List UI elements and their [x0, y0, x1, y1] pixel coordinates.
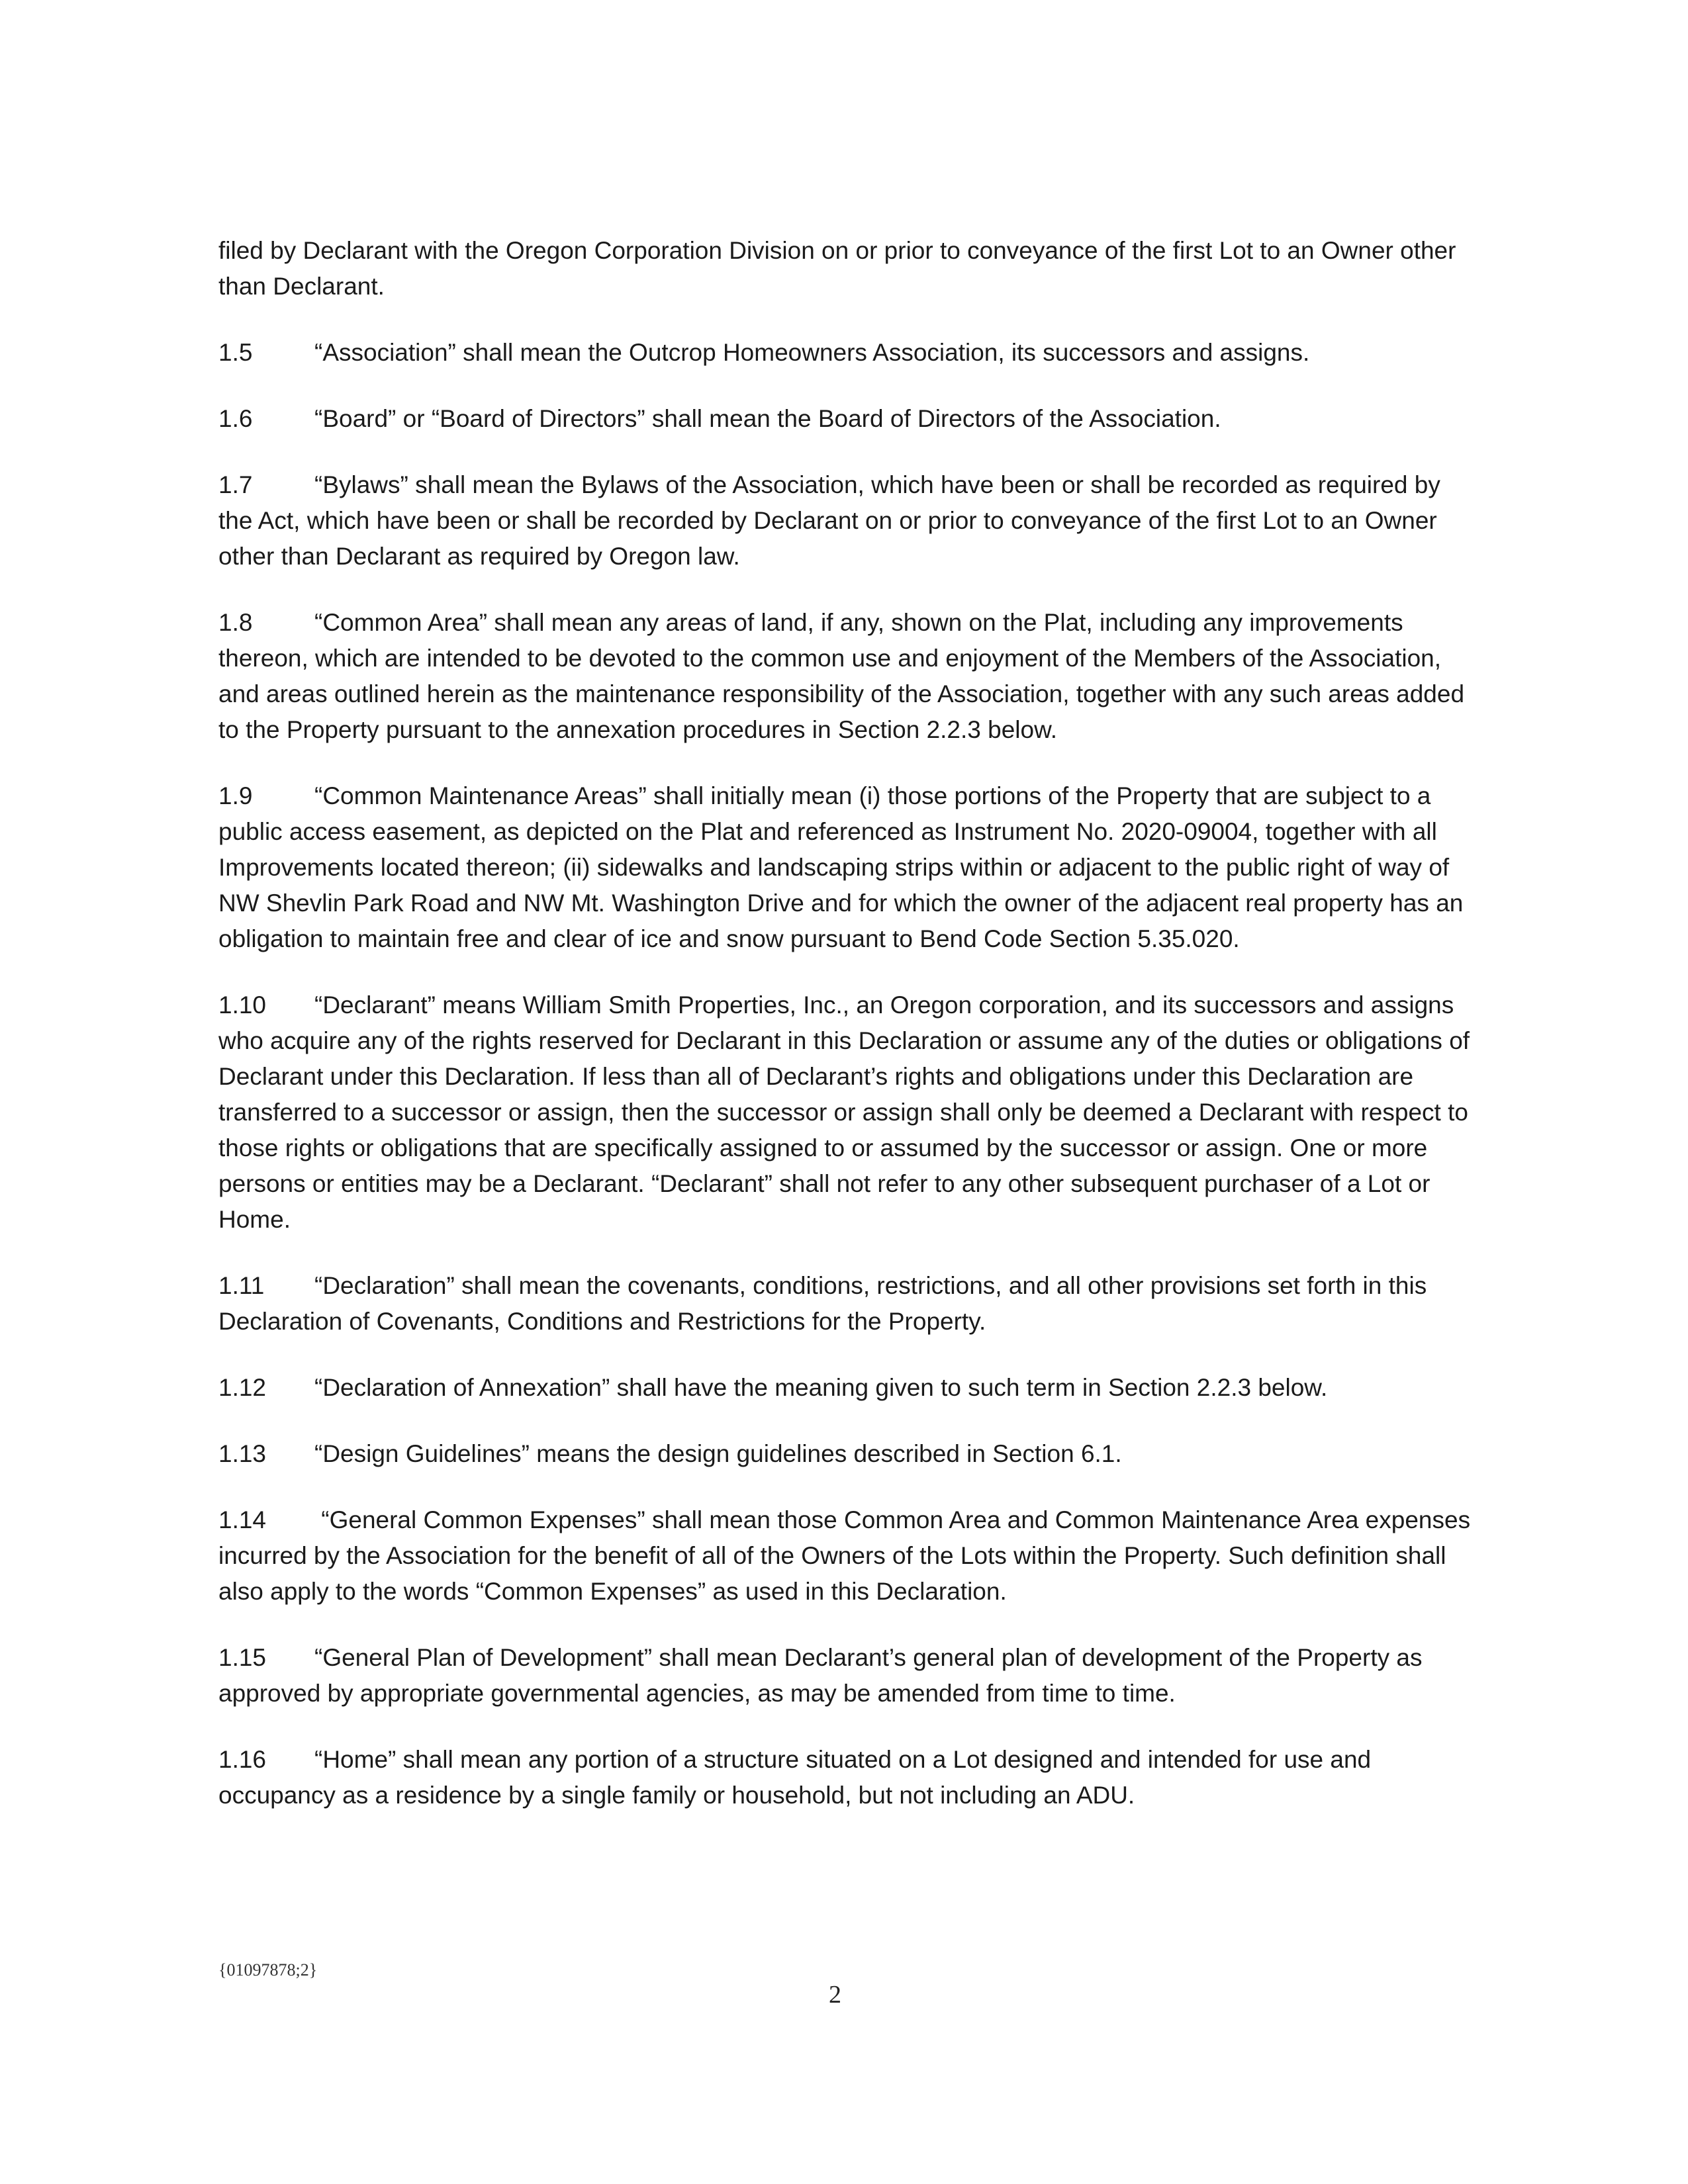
page-number: 2 [829, 1981, 841, 2009]
section-1-16 [218, 1742, 1476, 1813]
section-number: 1.7 [218, 471, 253, 498]
section-1-5 [218, 335, 1476, 371]
section-text: “Bylaws” shall mean the Bylaws of the Association, which have been or shall be recorded as required by the Act, which have been or shall be recorded by Declarant on or prior to conveyance of the first Lot to an Owner other than Declarant as required by Oregon law. [218, 471, 1440, 570]
section-text: “Declaration of Annexation” shall have the meaning given to such term in Section 2.2.3 below. [314, 1374, 1328, 1401]
section-1-7 [218, 467, 1476, 574]
section-1-10 [218, 987, 1476, 1238]
section-1-15 [218, 1640, 1476, 1711]
section-number: 1.12 [218, 1374, 267, 1401]
section-1-8 [218, 605, 1476, 748]
section-1-12 [218, 1370, 1476, 1406]
section-number: 1.9 [218, 782, 253, 809]
section-text: “Association” shall mean the Outcrop Homeowners Association, its successors and assigns. [314, 339, 1310, 366]
section-number: 1.13 [218, 1440, 267, 1467]
section-number: 1.5 [218, 339, 253, 366]
section-text: “Declaration” shall mean the covenants, conditions, restrictions, and all other provisions set forth in this Declaration of Covenants, Conditions and Restrictions for the Property. [218, 1272, 1427, 1335]
section-text: “Common Maintenance Areas” shall initially mean (i) those portions of the Property that are subject to a public access easement, as depicted on the Plat and referenced as Instrument No. 2020-09004, together with all Improvements located thereon; (ii) sidewalks and landscaping strips within or adjacent to the public right of way of NW Shevlin Park Road and NW Mt. Washington Drive and for which the owner of the adjacent real property has an obligation to maintain free and clear of ice and snow pursuant to Bend Code Section 5.35.020. [218, 782, 1464, 952]
section-number: 1.15 [218, 1644, 267, 1671]
section-number: 1.10 [218, 991, 267, 1019]
section-number: 1.16 [218, 1746, 267, 1773]
section-number: 1.14 [218, 1506, 267, 1533]
section-text: “General Common Expenses” shall mean those Common Area and Common Maintenance Area expenses incurred by the Association for the benefit of all of the Owners of the Lots within the Property. Such definition shall also apply to the words “Common Expenses” as used in this Declaration. [218, 1506, 1471, 1605]
section-1-11 [218, 1268, 1476, 1340]
document-body [218, 233, 1476, 1844]
section-1-9 [218, 778, 1476, 957]
section-text: “General Plan of Development” shall mean Declarant’s general plan of development of the Property as approved by appropriate governmental agencies, as may be amended from time to time. [218, 1644, 1423, 1707]
section-1-14 [218, 1502, 1476, 1610]
document-id: {01097878;2} [218, 1960, 318, 1979]
section-text: “Common Area” shall mean any areas of land, if any, shown on the Plat, including any improvements thereon, which are intended to be devoted to the common use and enjoyment of the Members of the Association, and areas outlined herein as the maintenance responsibility of the Association, together with any such areas added to the Property pursuant to the annexation procedures in Section 2.2.3 below. [218, 609, 1465, 743]
continuation-paragraph: filed by Declarant with the Oregon Corporation Division on or prior to conveyance of the first Lot to an Owner other than Declarant. [218, 237, 1456, 300]
section-number: 1.6 [218, 405, 253, 432]
section-text: “Home” shall mean any portion of a structure situated on a Lot designed and intended for use and occupancy as a residence by a single family or household, but not including an ADU. [218, 1746, 1372, 1809]
section-text: “Design Guidelines” means the design guidelines described in Section 6.1. [314, 1440, 1122, 1467]
section-text: “Board” or “Board of Directors” shall mean the Board of Directors of the Association. [314, 405, 1221, 432]
section-number: 1.8 [218, 609, 253, 636]
section-text: “Declarant” means William Smith Properties, Inc., an Oregon corporation, and its successors and assigns who acquire any of the rights reserved for Declarant in this Declaration or assume any of the duties or obligations of Declarant under this Declaration. If less than all of Declarant’s rights and obligations under this Declaration are transferred to a successor or assign, then the successor or assign shall only be deemed a Declarant with respect to those rights or obligations that are specifically assigned to or assumed by the successor or assign. One or more persons or entities may be a Declarant. “Declarant” shall not refer to any other subsequent purchaser of a Lot or Home. [218, 991, 1470, 1233]
section-number: 1.11 [218, 1272, 265, 1299]
section-1-6 [218, 401, 1476, 437]
section-1-13 [218, 1436, 1476, 1472]
